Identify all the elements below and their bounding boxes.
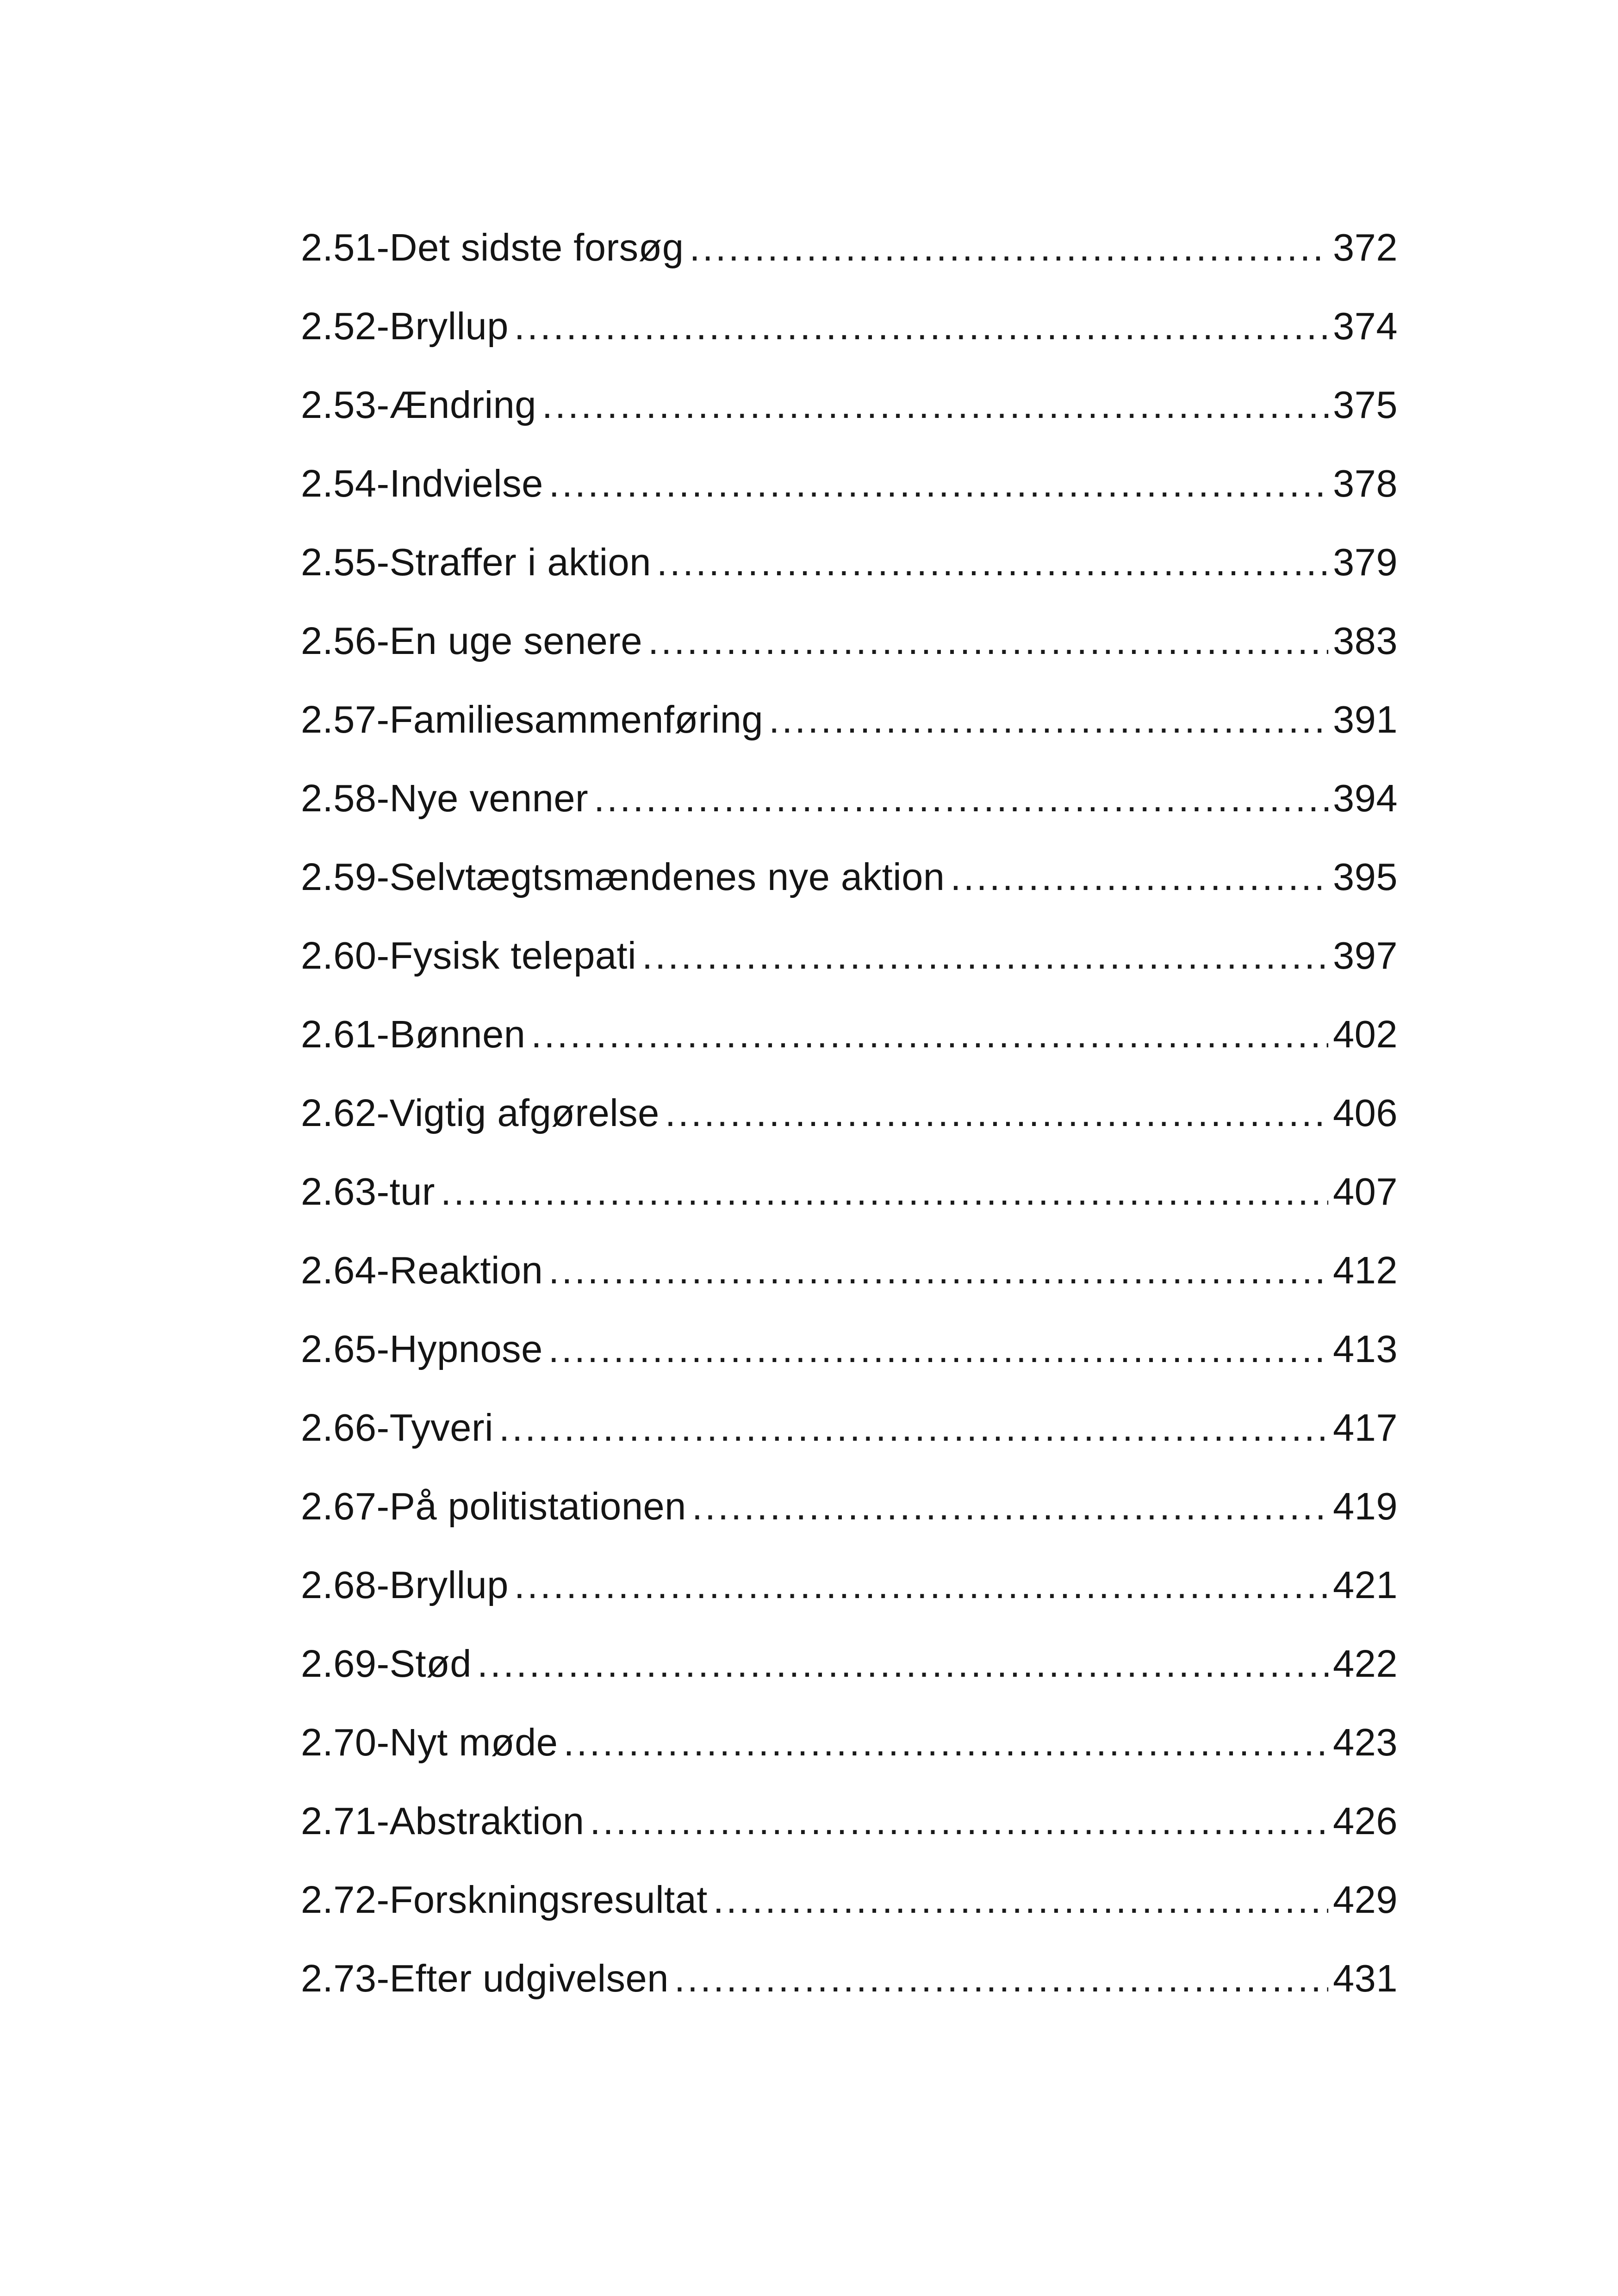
toc-entry-title: 2.71-Abstraktion	[301, 1799, 585, 1842]
toc-entry-page: 423	[1333, 1721, 1398, 1764]
toc-entry-page: 391	[1333, 698, 1398, 741]
dot-leader	[590, 1782, 1328, 1860]
toc-entry[interactable]	[301, 1310, 1398, 1388]
toc-entry-page: 426	[1333, 1799, 1398, 1842]
toc-entry-title: 2.57-Familiesammenføring	[301, 698, 764, 741]
table-of-contents	[301, 208, 1398, 2018]
toc-entry[interactable]	[301, 1860, 1398, 1939]
dot-leader	[531, 995, 1328, 1074]
toc-entry-title: 2.67-På politistationen	[301, 1485, 686, 1528]
toc-entry[interactable]	[301, 995, 1398, 1074]
toc-entry[interactable]	[301, 366, 1398, 444]
toc-entry-page: 413	[1333, 1327, 1398, 1370]
dot-leader	[769, 680, 1328, 759]
toc-entry[interactable]	[301, 602, 1398, 680]
toc-entry-page: 412	[1333, 1249, 1398, 1292]
dot-leader	[514, 287, 1328, 366]
toc-entry[interactable]	[301, 1546, 1398, 1624]
toc-entry-title: 2.60-Fysisk telepati	[301, 934, 637, 977]
toc-entry-title: 2.54-Indvielse	[301, 462, 543, 505]
toc-entry-title: 2.52-Bryllup	[301, 305, 509, 348]
toc-entry-title: 2.53-Ændring	[301, 383, 536, 426]
dot-leader	[950, 838, 1328, 916]
toc-entry-page: 395	[1333, 855, 1398, 898]
toc-entry-page: 419	[1333, 1485, 1398, 1528]
toc-entry[interactable]	[301, 444, 1398, 523]
toc-entry-title: 2.64-Reaktion	[301, 1249, 543, 1292]
toc-entry-page: 394	[1333, 777, 1398, 820]
dot-leader	[657, 523, 1328, 602]
toc-entry-page: 379	[1333, 541, 1398, 584]
dot-leader	[441, 1152, 1328, 1231]
toc-entry[interactable]	[301, 1388, 1398, 1467]
toc-entry[interactable]	[301, 1074, 1398, 1152]
toc-entry-title: 2.65-Hypnose	[301, 1327, 543, 1370]
dot-leader	[594, 759, 1328, 838]
toc-entry-page: 417	[1333, 1406, 1398, 1449]
toc-entry-title: 2.59-Selvtægtsmændenes nye aktion	[301, 855, 945, 898]
dot-leader	[713, 1860, 1328, 1939]
dot-leader	[648, 602, 1328, 680]
toc-entry[interactable]	[301, 1231, 1398, 1310]
toc-entry-page: 378	[1333, 462, 1398, 505]
toc-entry[interactable]	[301, 1782, 1398, 1860]
toc-entry-title: 2.51-Det sidste forsøg	[301, 226, 684, 269]
toc-entry-title: 2.69-Stød	[301, 1642, 472, 1685]
toc-entry-page: 375	[1333, 383, 1398, 426]
toc-entry[interactable]	[301, 1703, 1398, 1782]
toc-entry[interactable]	[301, 1939, 1398, 2018]
dot-leader	[477, 1624, 1328, 1703]
toc-entry[interactable]	[301, 523, 1398, 602]
dot-leader	[548, 1231, 1328, 1310]
toc-entry[interactable]	[301, 1624, 1398, 1703]
dot-leader	[499, 1388, 1328, 1467]
dot-leader	[692, 1467, 1328, 1546]
toc-entry-title: 2.62-Vigtig afgørelse	[301, 1091, 660, 1134]
toc-entry[interactable]	[301, 916, 1398, 995]
toc-entry-page: 429	[1333, 1878, 1398, 1921]
toc-entry-title: 2.66-Tyveri	[301, 1406, 494, 1449]
toc-entry[interactable]	[301, 1467, 1398, 1546]
toc-entry-page: 372	[1333, 226, 1398, 269]
toc-entry[interactable]	[301, 1152, 1398, 1231]
toc-entry-page: 402	[1333, 1013, 1398, 1056]
toc-entry[interactable]	[301, 208, 1398, 287]
dot-leader	[548, 1310, 1328, 1388]
toc-entry[interactable]	[301, 680, 1398, 759]
toc-entry-title: 2.58-Nye venner	[301, 777, 589, 820]
toc-entry-title: 2.72-Forskningsresultat	[301, 1878, 708, 1921]
toc-entry-title: 2.73-Efter udgivelsen	[301, 1957, 669, 2000]
dot-leader	[674, 1939, 1328, 2018]
toc-entry-page: 383	[1333, 619, 1398, 662]
dot-leader	[514, 1546, 1328, 1624]
dot-leader	[642, 916, 1328, 995]
toc-entry-page: 406	[1333, 1091, 1398, 1134]
dot-leader	[542, 366, 1328, 444]
toc-entry-page: 374	[1333, 305, 1398, 348]
toc-entry-page: 421	[1333, 1563, 1398, 1606]
toc-entry-title: 2.63-tur	[301, 1170, 436, 1213]
toc-entry-title: 2.61-Bønnen	[301, 1013, 526, 1056]
toc-entry-title: 2.68-Bryllup	[301, 1563, 509, 1606]
dot-leader	[690, 208, 1329, 287]
toc-entry-page: 422	[1333, 1642, 1398, 1685]
toc-entry[interactable]	[301, 287, 1398, 366]
toc-entry-title: 2.70-Nyt møde	[301, 1721, 558, 1764]
toc-entry-page: 397	[1333, 934, 1398, 977]
toc-entry[interactable]	[301, 759, 1398, 838]
toc-entry-title: 2.55-Straffer i aktion	[301, 541, 651, 584]
toc-entry-page: 431	[1333, 1957, 1398, 2000]
toc-entry-title: 2.56-En uge senere	[301, 619, 643, 662]
toc-entry[interactable]	[301, 838, 1398, 916]
dot-leader	[549, 444, 1328, 523]
dot-leader	[563, 1703, 1328, 1782]
dot-leader	[665, 1074, 1328, 1152]
toc-entry-page: 407	[1333, 1170, 1398, 1213]
